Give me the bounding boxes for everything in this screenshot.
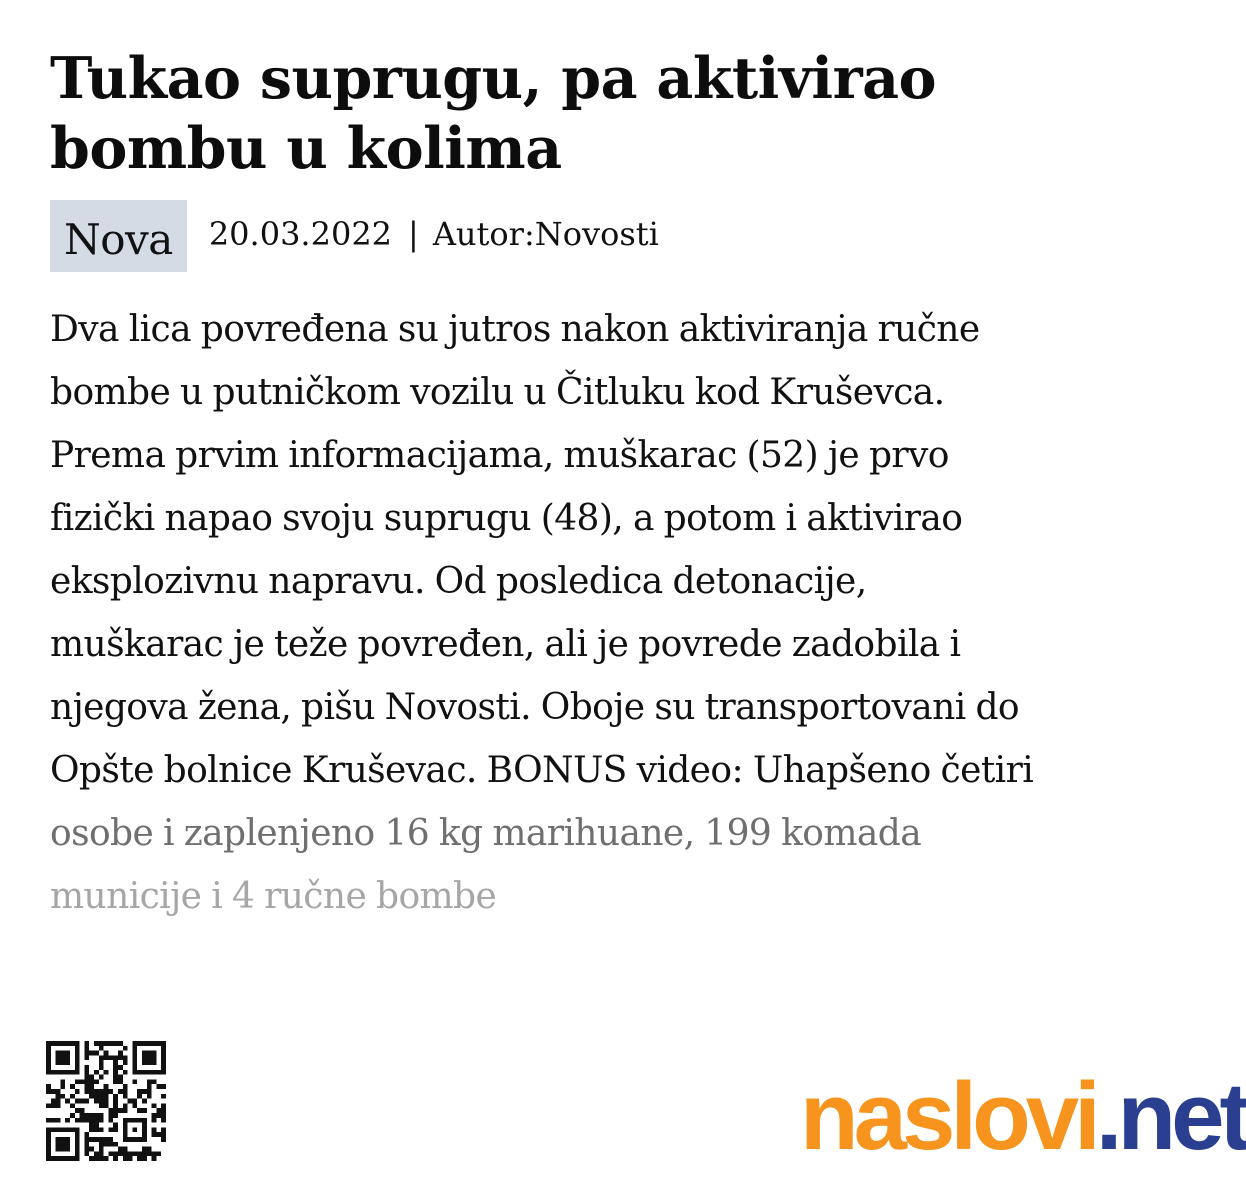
article-card: [50, 44, 1160, 928]
article-author: Autor:Novosti: [432, 215, 659, 253]
naslovi-net-logo[interactable]: [800, 1062, 1246, 1172]
body-line: Dva lica povređena su jutros nakon aktiviranja ručne: [50, 309, 980, 350]
meta-line: [209, 214, 659, 254]
logo-text-naslovi: naslovi: [800, 1063, 1096, 1170]
body-line: muškarac je teže povređen, ali je povrede zadobila i: [50, 624, 961, 665]
body-line: fizički napao svoju suprugu (48), a potom i aktivirao: [50, 498, 963, 539]
body-line: njegova žena, pišu Novosti. Oboje su transportovani do: [50, 687, 1019, 728]
body-line: Opšte bolnice Kruševac. BONUS video: Uhapšeno četiri: [50, 750, 1034, 791]
logo-dot: .: [1095, 1063, 1118, 1170]
body-line: Prema prvim informacijama, muškarac (52) je prvo: [50, 435, 949, 476]
article-body: [50, 298, 1160, 928]
article-date: 20.03.2022: [208, 215, 393, 253]
source-badge[interactable]: Nova: [50, 200, 187, 272]
body-line: eksplozivnu napravu. Od posledica detonacije,: [50, 561, 867, 602]
body-line-faded: municije i 4 ručne bombe: [50, 876, 497, 917]
article-title: Tukao suprugu, pa aktivirao bombu u kolima: [50, 45, 937, 182]
logo-text-net: net: [1117, 1063, 1246, 1170]
article-meta: [50, 200, 1160, 272]
meta-separator: |: [408, 215, 419, 253]
qr-code-icon[interactable]: [46, 1038, 166, 1164]
body-line: bombe u putničkom vozilu u Čitluku kod Kruševca.: [50, 372, 945, 413]
body-line-faded: osobe i zaplenjeno 16 kg marihuane, 199 komada: [50, 813, 922, 854]
